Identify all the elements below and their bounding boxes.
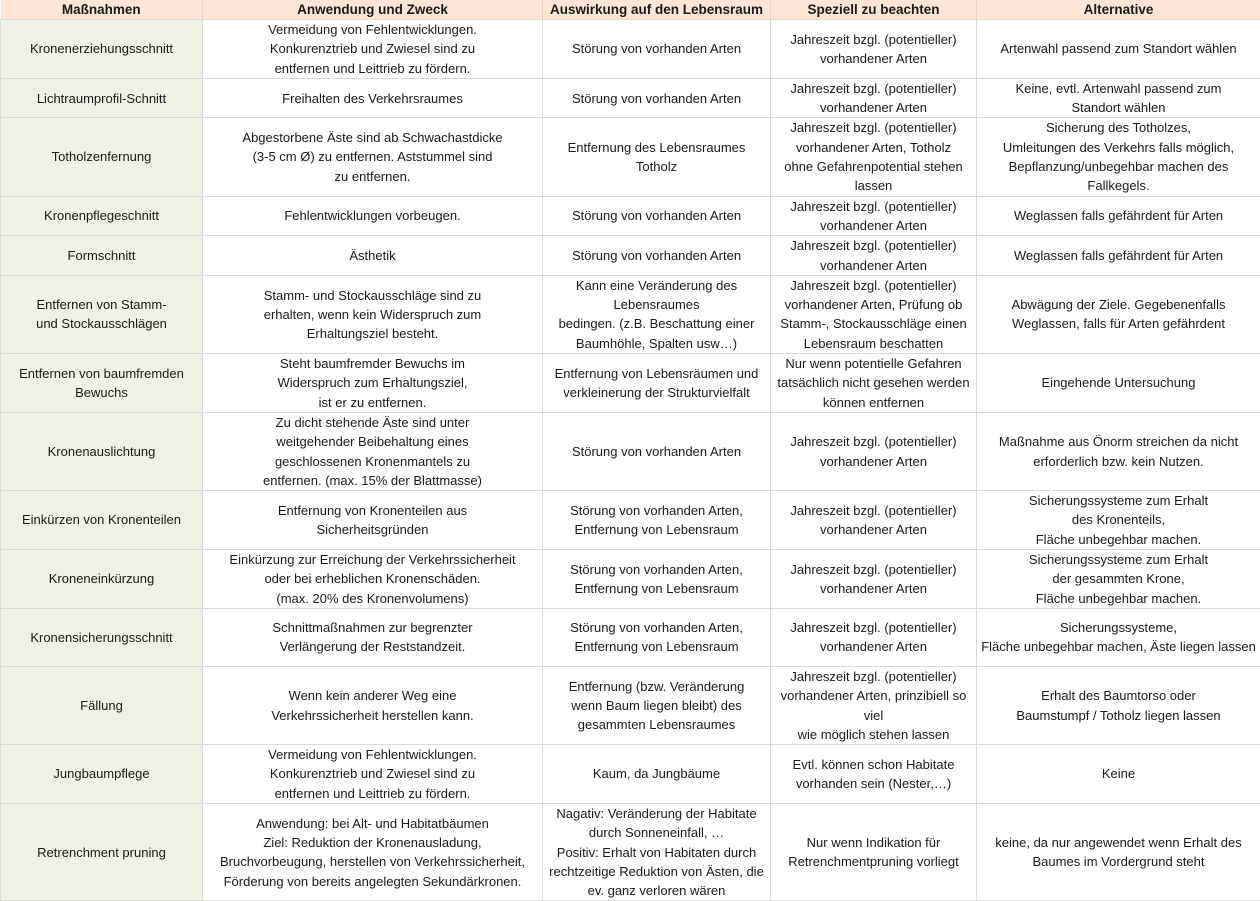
cell-text-line: Entfernung von Lebensräumen und [546, 364, 767, 383]
cell-text-line: vorhandener Arten [774, 256, 973, 275]
cell-massnahme [1, 491, 203, 550]
cell-text-line: erhalten, wenn kein Widerspruch zum [206, 305, 539, 324]
cell-text-line: Störung von vorhanden Arten, [546, 501, 767, 520]
cell-text-line: Kaum, da Jungbäume [546, 764, 767, 783]
cell-text-line: Entfernen von baumfremden [4, 364, 199, 383]
cell-text-line: Verlängerung der Reststandzeit. [206, 637, 539, 656]
cell-text-line: Jahreszeit bzgl. (potentieller) [774, 197, 973, 216]
cell-text-line: Fehlentwicklungen vorbeugen. [206, 206, 539, 225]
cell-text-line: Kronensicherungsschnitt [4, 628, 199, 647]
cell-text-line: entfernen. (max. 15% der Blattmasse) [206, 471, 539, 490]
cell-alternative [977, 491, 1260, 550]
cell-text-line: vorhandener Arten [774, 579, 973, 598]
cell-alternative [977, 196, 1260, 236]
cell-auswirkung [543, 20, 771, 79]
cell-text-line: Störung von vorhanden Arten [546, 206, 767, 225]
cell-text-line: Baumhöhle, Spalten usw…) [546, 334, 767, 353]
cell-text-line: des Kronenteils, [980, 510, 1257, 529]
cell-text-line: Abwägung der Ziele. Gegebenenfalls [980, 295, 1257, 314]
cell-text-line: Nur wenn potentielle Gefahren [774, 354, 973, 373]
table-row [1, 196, 1260, 236]
cell-text-line: Nur wenn Indikation für [774, 833, 973, 852]
cell-text-line: Kroneneinkürzung [4, 569, 199, 588]
table-row [1, 236, 1260, 276]
cell-text-line: vorhandener Arten, Totholz [774, 138, 973, 157]
cell-text-line: Jahreszeit bzgl. (potentieller) [774, 501, 973, 520]
cell-text-line: vorhandener Arten [774, 452, 973, 471]
cell-text-line: Weglassen, falls für Arten gefährdent [980, 314, 1257, 333]
cell-text-line: Entfernung von Kronenteilen aus [206, 501, 539, 520]
cell-text-line: Sicherung des Totholzes, [980, 118, 1257, 137]
cell-text-line: Jahreszeit bzgl. (potentieller) [774, 618, 973, 637]
cell-text-line: Ziel: Reduktion der Kronenausladung, [206, 833, 539, 852]
cell-text-line: Totholz [546, 157, 767, 176]
cell-speziell [771, 236, 977, 276]
cell-text-line: Fläche unbegehbar machen. [980, 589, 1257, 608]
cell-alternative [977, 275, 1260, 353]
cell-text-line: Sicherungssysteme, [980, 618, 1257, 637]
header-auswirkung: Auswirkung auf den Lebensraum [543, 0, 771, 20]
cell-text-line: Abgestorbene Äste sind ab Schwachastdicke [206, 128, 539, 147]
cell-massnahme [1, 196, 203, 236]
cell-text-line: ev. ganz verloren wären [546, 881, 767, 900]
cell-text-line: weitgehender Beibehaltung eines [206, 432, 539, 451]
cell-massnahme [1, 666, 203, 744]
cell-alternative [977, 803, 1260, 900]
cell-text-line: Keine [980, 764, 1257, 783]
cell-text-line: Positiv: Erhalt von Habitaten durch [546, 843, 767, 862]
cell-text-line: Vermeidung von Fehlentwicklungen. [206, 745, 539, 764]
cell-text-line: Entfernung von Lebensraum [546, 637, 767, 656]
cell-alternative [977, 118, 1260, 196]
cell-auswirkung [543, 803, 771, 900]
cell-text-line: Widerspruch zum Erhaltungsziel, [206, 373, 539, 392]
cell-text-line: Jahreszeit bzgl. (potentieller) [774, 79, 973, 98]
header-alternative: Alternative [977, 0, 1260, 20]
cell-auswirkung [543, 608, 771, 666]
cell-text-line: viel [774, 706, 973, 725]
cell-text-line: Kronenpflegeschnitt [4, 206, 199, 225]
cell-text-line: und Stockausschlägen [4, 314, 199, 333]
cell-text-line: tatsächlich nicht gesehen werden [774, 373, 973, 392]
cell-alternative [977, 354, 1260, 413]
table-row [1, 118, 1260, 196]
cell-anwendung [203, 20, 543, 79]
cell-text-line: Keine, evtl. Artenwahl passend zum [980, 79, 1257, 98]
cell-speziell [771, 118, 977, 196]
cell-speziell [771, 78, 977, 118]
cell-text-line: lassen [774, 176, 973, 195]
cell-text-line: ist er zu entfernen. [206, 393, 539, 412]
cell-anwendung [203, 745, 543, 804]
cell-text-line: Sicherungssysteme zum Erhalt [980, 491, 1257, 510]
cell-text-line: Lichtraumprofil-Schnitt [4, 89, 199, 108]
cell-text-line: bedingen. (z.B. Beschattung einer [546, 314, 767, 333]
cell-text-line: Stamm- und Stockausschläge sind zu [206, 286, 539, 305]
cell-text-line: Zu dicht stehende Äste sind unter [206, 413, 539, 432]
cell-text-line: Kronenauslichtung [4, 442, 199, 461]
cell-anwendung [203, 236, 543, 276]
cell-massnahme [1, 550, 203, 609]
cell-text-line: Formschnitt [4, 246, 199, 265]
cell-text-line: (max. 20% des Kronenvolumens) [206, 589, 539, 608]
cell-text-line: Jungbaumpflege [4, 764, 199, 783]
cell-text-line: rechtzeitige Reduktion von Ästen, die [546, 862, 767, 881]
cell-text-line: Standort wählen [980, 98, 1257, 117]
cell-text-line: Fläche unbegehbar machen, Äste liegen lassen [980, 637, 1257, 656]
cell-massnahme [1, 275, 203, 353]
cell-text-line: Kronenerziehungsschnitt [4, 39, 199, 58]
cell-text-line: entfernen und Leittrieb zu fördern. [206, 784, 539, 803]
cell-text-line: Fläche unbegehbar machen. [980, 530, 1257, 549]
cell-text-line: zu entfernen. [206, 167, 539, 186]
cell-text-line: vorhandener Arten [774, 520, 973, 539]
cell-text-line: Jahreszeit bzgl. (potentieller) [774, 118, 973, 137]
cell-anwendung [203, 275, 543, 353]
cell-text-line: oder bei erheblichen Kronenschäden. [206, 569, 539, 588]
cell-anwendung [203, 666, 543, 744]
cell-text-line: Baumes im Vordergrund steht [980, 852, 1257, 871]
cell-text-line: Jahreszeit bzgl. (potentieller) [774, 560, 973, 579]
cell-text-line: Jahreszeit bzgl. (potentieller) [774, 276, 973, 295]
cell-text-line: Retrenchment pruning [4, 843, 199, 862]
cell-text-line: Störung von vorhanden Arten, [546, 560, 767, 579]
table-row [1, 20, 1260, 79]
cell-text-line: Störung von vorhanden Arten [546, 89, 767, 108]
cell-anwendung [203, 354, 543, 413]
cell-text-line: Störung von vorhanden Arten [546, 246, 767, 265]
cell-text-line: Jahreszeit bzgl. (potentieller) [774, 667, 973, 686]
cell-text-line: Sicherheitsgründen [206, 520, 539, 539]
cell-massnahme [1, 354, 203, 413]
cell-text-line: Steht baumfremder Bewuchs im [206, 354, 539, 373]
cell-auswirkung [543, 196, 771, 236]
cell-text-line: Störung von vorhanden Arten [546, 442, 767, 461]
cell-speziell [771, 196, 977, 236]
cell-text-line: Bruchvorbeugung, herstellen von Verkehrssicherheit, [206, 852, 539, 871]
cell-anwendung [203, 118, 543, 196]
cell-text-line: Schnittmaßnahmen zur begrenzter [206, 618, 539, 637]
table-row [1, 803, 1260, 900]
cell-text-line: vorhandener Arten, prinzibiell so [774, 686, 973, 705]
cell-massnahme [1, 608, 203, 666]
cell-text-line: Jahreszeit bzgl. (potentieller) [774, 30, 973, 49]
cell-text-line: ohne Gefahrenpotential stehen [774, 157, 973, 176]
cell-text-line: keine, da nur angewendet wenn Erhalt des [980, 833, 1257, 852]
cell-text-line: Kann eine Veränderung des [546, 276, 767, 295]
cell-text-line: Einkürzung zur Erreichung der Verkehrssicherheit [206, 550, 539, 569]
cell-auswirkung [543, 236, 771, 276]
cell-anwendung [203, 803, 543, 900]
cell-alternative [977, 412, 1260, 490]
cell-text-line: Entfernung des Lebensraumes [546, 138, 767, 157]
cell-auswirkung [543, 412, 771, 490]
cell-text-line: vorhandener Arten [774, 49, 973, 68]
cell-text-line: Umleitungen des Verkehrs falls möglich, [980, 138, 1257, 157]
cell-text-line: vorhandener Arten, Prüfung ob [774, 295, 973, 314]
table-row [1, 745, 1260, 804]
cell-speziell [771, 608, 977, 666]
cell-text-line: Nagativ: Veränderung der Habitate [546, 804, 767, 823]
table-row [1, 550, 1260, 609]
cell-speziell [771, 550, 977, 609]
cell-text-line: Entfernung von Lebensraum [546, 520, 767, 539]
cell-auswirkung [543, 78, 771, 118]
cell-text-line: Wenn kein anderer Weg eine [206, 686, 539, 705]
table-row [1, 666, 1260, 744]
cell-text-line: wie möglich stehen lassen [774, 725, 973, 744]
cell-text-line: Störung von vorhanden Arten, [546, 618, 767, 637]
header-anwendung: Anwendung und Zweck [203, 0, 543, 20]
cell-text-line: Erhalt des Baumtorso oder [980, 686, 1257, 705]
cell-text-line: Vermeidung von Fehlentwicklungen. [206, 20, 539, 39]
cell-anwendung [203, 196, 543, 236]
cell-massnahme [1, 412, 203, 490]
cell-auswirkung [543, 745, 771, 804]
cell-text-line: Förderung von bereits angelegten Sekundärkronen. [206, 872, 539, 891]
cell-text-line: vorhanden sein (Nester,…) [774, 774, 973, 793]
cell-alternative [977, 550, 1260, 609]
cell-speziell [771, 412, 977, 490]
cell-text-line: durch Sonneneinfall, … [546, 823, 767, 842]
cell-text-line: der gesammten Krone, [980, 569, 1257, 588]
cell-anwendung [203, 608, 543, 666]
cell-text-line: Eingehende Untersuchung [980, 373, 1257, 392]
cell-anwendung [203, 78, 543, 118]
table-row [1, 275, 1260, 353]
cell-text-line: Fällung [4, 696, 199, 715]
cell-massnahme [1, 78, 203, 118]
cell-text-line: Bewuchs [4, 383, 199, 402]
table-row [1, 491, 1260, 550]
cell-text-line: Störung von vorhanden Arten [546, 39, 767, 58]
cell-text-line: Weglassen falls gefährdent für Arten [980, 206, 1257, 225]
cell-text-line: Baumstumpf / Totholz liegen lassen [980, 706, 1257, 725]
cell-text-line: Konkurenztrieb und Zwiesel sind zu [206, 39, 539, 58]
cell-text-line: vorhandener Arten [774, 216, 973, 235]
header-row [1, 0, 1260, 20]
cell-text-line: Lebensraumes [546, 295, 767, 314]
cell-text-line: Weglassen falls gefährdent für Arten [980, 246, 1257, 265]
cell-alternative [977, 608, 1260, 666]
cell-text-line: Bepflanzung/unbegehbar machen des [980, 157, 1257, 176]
table-row [1, 608, 1260, 666]
cell-text-line: vorhandener Arten [774, 98, 973, 117]
cell-text-line: Konkurenztrieb und Zwiesel sind zu [206, 764, 539, 783]
cell-text-line: Entfernung von Lebensraum [546, 579, 767, 598]
cell-anwendung [203, 491, 543, 550]
cell-text-line: Entfernen von Stamm- [4, 295, 199, 314]
cell-text-line: Anwendung: bei Alt- und Habitatbäumen [206, 814, 539, 833]
table-row [1, 412, 1260, 490]
cell-text-line: Retrenchmentpruning vorliegt [774, 852, 973, 871]
cell-speziell [771, 491, 977, 550]
cell-massnahme [1, 20, 203, 79]
cell-alternative [977, 78, 1260, 118]
cell-auswirkung [543, 354, 771, 413]
cell-anwendung [203, 550, 543, 609]
cell-speziell [771, 275, 977, 353]
cell-alternative [977, 20, 1260, 79]
header-speziell: Speziell zu beachten [771, 0, 977, 20]
cell-text-line: Stamm-, Stockausschläge einen [774, 314, 973, 333]
cell-text-line: können entfernen [774, 393, 973, 412]
cell-auswirkung [543, 666, 771, 744]
cell-text-line: Lebensraum beschatten [774, 334, 973, 353]
cell-text-line: Totholzenfernung [4, 147, 199, 166]
header-massnahmen: Maßnahmen [1, 0, 203, 20]
cell-text-line: (3-5 cm Ø) zu entfernen. Aststummel sind [206, 147, 539, 166]
cell-text-line: Freihalten des Verkehrsraumes [206, 89, 539, 108]
cell-text-line: Jahreszeit bzgl. (potentieller) [774, 432, 973, 451]
cell-text-line: Einkürzen von Kronenteilen [4, 510, 199, 529]
cell-text-line: geschlossenen Kronenmantels zu [206, 452, 539, 471]
cell-text-line: wenn Baum liegen bleibt) des [546, 696, 767, 715]
cell-massnahme [1, 745, 203, 804]
table-row [1, 78, 1260, 118]
cell-text-line: vorhandener Arten [774, 637, 973, 656]
cell-text-line: gesammten Lebensraumes [546, 715, 767, 734]
cell-speziell [771, 803, 977, 900]
cell-text-line: entfernen und Leittrieb zu fördern. [206, 59, 539, 78]
cell-text-line: Ästhetik [206, 246, 539, 265]
cell-text-line: Erhaltungsziel besteht. [206, 324, 539, 343]
cell-text-line: verkleinerung der Strukturvielfalt [546, 383, 767, 402]
cell-massnahme [1, 118, 203, 196]
cell-text-line: Verkehrssicherheit herstellen kann. [206, 706, 539, 725]
cell-alternative [977, 745, 1260, 804]
cell-auswirkung [543, 491, 771, 550]
cell-text-line: Sicherungssysteme zum Erhalt [980, 550, 1257, 569]
cell-text-line: Fallkegels. [980, 176, 1257, 195]
cell-auswirkung [543, 275, 771, 353]
cell-auswirkung [543, 118, 771, 196]
cell-text-line: erforderlich bzw. kein Nutzen. [980, 452, 1257, 471]
cell-text-line: Jahreszeit bzgl. (potentieller) [774, 236, 973, 255]
cell-speziell [771, 666, 977, 744]
cell-text-line: Evtl. können schon Habitate [774, 755, 973, 774]
cell-auswirkung [543, 550, 771, 609]
cell-speziell [771, 745, 977, 804]
table-row [1, 354, 1260, 413]
cell-alternative [977, 666, 1260, 744]
cell-massnahme [1, 236, 203, 276]
cell-text-line: Maßnahme aus Önorm streichen da nicht [980, 432, 1257, 451]
cell-anwendung [203, 412, 543, 490]
cell-text-line: Artenwahl passend zum Standort wählen [980, 39, 1257, 58]
cell-speziell [771, 20, 977, 79]
cell-speziell [771, 354, 977, 413]
cell-massnahme [1, 803, 203, 900]
cell-alternative [977, 236, 1260, 276]
cell-text-line: Entfernung (bzw. Veränderung [546, 677, 767, 696]
